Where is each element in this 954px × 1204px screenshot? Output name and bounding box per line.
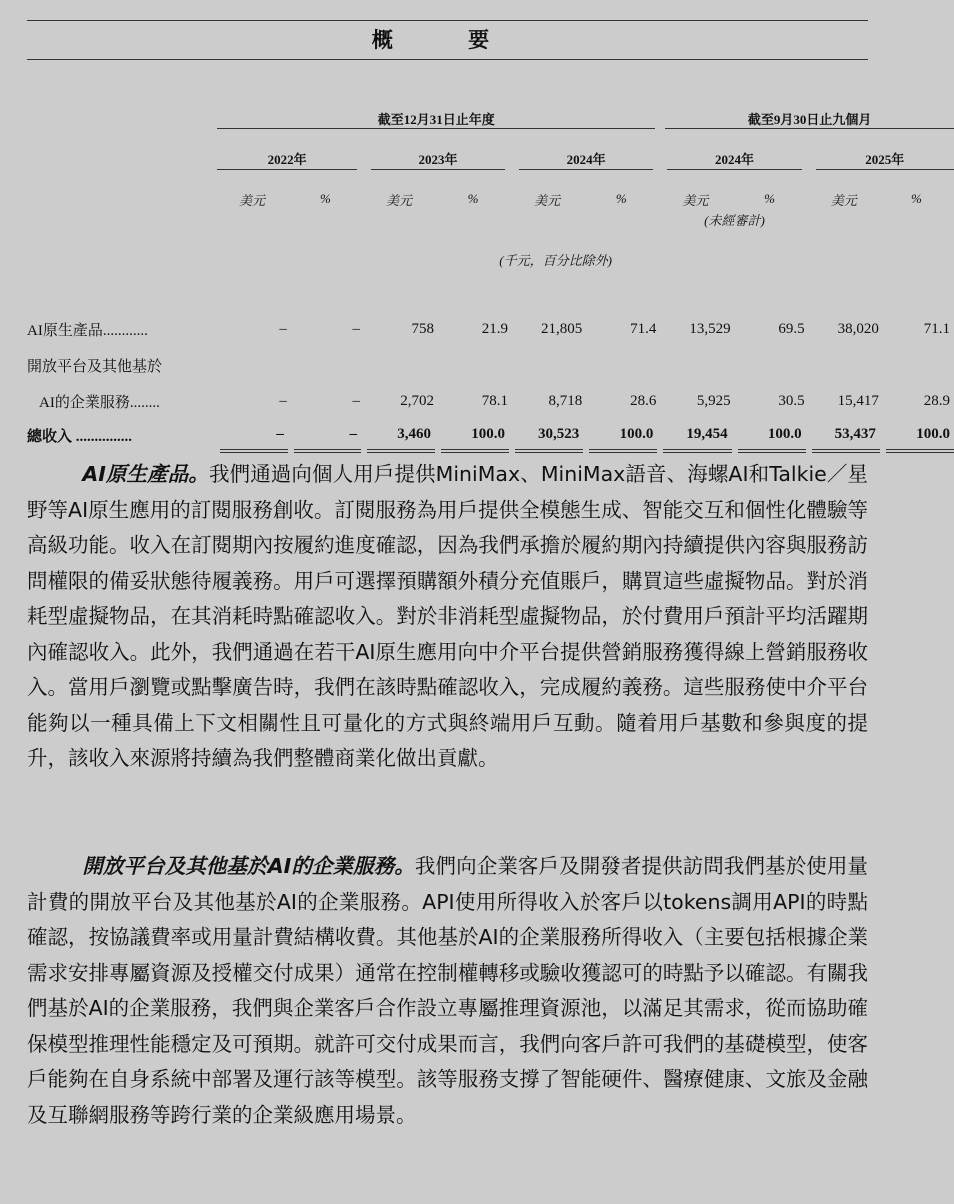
row-label-cont: AI的企業服務........ bbox=[39, 394, 160, 411]
cell: 13,529 bbox=[689, 320, 731, 337]
cell: 100.0 bbox=[883, 419, 954, 451]
cell: – bbox=[291, 419, 364, 451]
revenue-table bbox=[27, 108, 954, 453]
cell: 69.5 bbox=[778, 320, 805, 337]
cell: 28.6 bbox=[630, 392, 657, 409]
period-group-9m: 截至9月30日止九個月 bbox=[660, 108, 954, 129]
unit-pct: % bbox=[319, 191, 331, 206]
title-text: 概 要 bbox=[371, 28, 524, 52]
cell: – bbox=[352, 392, 361, 409]
section-title bbox=[27, 20, 868, 60]
year-header: 2022年 bbox=[217, 149, 364, 170]
cell: 30.5 bbox=[778, 392, 805, 409]
cell: 8,718 bbox=[548, 392, 583, 409]
thousands-note: (千元，百分比除外) bbox=[499, 252, 612, 268]
unit-usd: 美元 bbox=[239, 192, 266, 208]
cell: 758 bbox=[411, 320, 435, 337]
period-group-fy: 截至12月31日止年度 bbox=[217, 108, 660, 129]
paragraph-enterprise-services bbox=[27, 849, 868, 1133]
cell: – bbox=[217, 419, 291, 451]
paragraph-lead: AI原生產品。 bbox=[82, 462, 209, 486]
cell: – bbox=[279, 320, 287, 337]
unaudited-note: (未經審計) bbox=[704, 212, 765, 228]
paragraph-body: 我們通過向個人用戶提供MiniMax、MiniMax語音、海螺AI和Talkie／星野等AI原生應用的訂閱服務創收。訂閱服務為用戶提供全模態生成、智能交互和個性化體驗等高級功能。收入在訂閱期內按履約進度確認，因為我們承擔於履約期內持續提供內容與服務訪問權限的備妥狀態待履義務。用戶可選擇預購額外積分充值賬戶，購買這些虛擬物品。對於消耗型虛擬物品，在其消耗時點確認收入。對於非消耗型虛擬物品，於付費用戶預計平均活躍期內確認收入。此外，我們通過在若干AI原生應用向中介平台提供營銷服務獲得線上營銷服務收入。當用戶瀏覽或點擊廣告時，我們在該時點確認收入，完成履約義務。這些服務使中介平台能夠以一種具備上下文相關性且可量化的方式與終端用戶互動。隨着用戶基數和參與度的提升，該收入來源將持續為我們整體商業化做出貢獻。 bbox=[27, 462, 868, 770]
cell: 19,454 bbox=[660, 419, 734, 451]
cell: 28.9 bbox=[923, 392, 950, 409]
cell: 21.9 bbox=[481, 320, 509, 337]
cell: 78.1 bbox=[481, 392, 509, 409]
unit-pct: % bbox=[764, 191, 775, 206]
year-header: 2024年 bbox=[512, 149, 660, 170]
cell: 5,925 bbox=[696, 392, 731, 409]
paragraph-body: 我們向企業客戶及開發者提供訪問我們基於使用量計費的開放平台及其他基於AI的企業服務。API使用所得收入於客戶以tokens調用API的時點確認，按協議費率或用量計費結構收費。其他基於AI的企業服務所得收入（主要包括根據企業需求安排專屬資源及授權交付成果）通常在控制權轉移或驗收獲認可的時點予以確認。有關我們基於AI的企業服務，我們與企業客戶合作設立專屬推理資源池，以滿足其需求，從而協助確保模型推理性能穩定及可預期。就許可交付成果而言，我們向客戶許可我們的基礎模型，使客戶能夠在自身系統中部署及運行該等模型。該等服務支撐了智能硬件、醫療健康、文旅及金融及互聯網服務等跨行業的企業級應用場景。 bbox=[27, 854, 868, 1127]
cell: 21,805 bbox=[541, 320, 583, 337]
cell: 100.0 bbox=[586, 419, 660, 451]
unit-pct: % bbox=[615, 191, 627, 206]
cell: 2,702 bbox=[400, 392, 435, 409]
table-row bbox=[27, 383, 954, 419]
unit-usd: 美元 bbox=[682, 192, 709, 208]
cell: 15,417 bbox=[837, 392, 879, 409]
unit-pct: % bbox=[467, 191, 479, 206]
cell: 38,020 bbox=[837, 320, 879, 337]
row-label: 開放平台及其他基於 bbox=[27, 358, 163, 375]
unit-pct: % bbox=[910, 191, 922, 206]
cell: 30,523 bbox=[512, 419, 586, 451]
cell: – bbox=[352, 320, 361, 337]
cell: – bbox=[279, 392, 287, 409]
cell: 71.1 bbox=[923, 320, 950, 337]
cell: 100.0 bbox=[438, 419, 512, 451]
row-label: 總收入 ............... bbox=[27, 428, 133, 445]
table-row bbox=[27, 311, 954, 347]
row-label: AI原生產品............ bbox=[27, 322, 148, 339]
year-header: 2023年 bbox=[364, 149, 512, 170]
paragraph-ai-native-products bbox=[27, 457, 868, 777]
table-row-total bbox=[27, 419, 954, 451]
unit-usd: 美元 bbox=[386, 192, 413, 208]
year-header: 2025年 bbox=[809, 149, 954, 170]
cell: 100.0 bbox=[735, 419, 809, 451]
paragraph-lead: 開放平台及其他基於AI的企業服務。 bbox=[82, 854, 415, 878]
cell: 71.4 bbox=[630, 320, 657, 337]
cell: 3,460 bbox=[364, 419, 438, 451]
unit-usd: 美元 bbox=[534, 192, 561, 208]
year-header: 2024年 bbox=[660, 149, 808, 170]
unit-usd: 美元 bbox=[830, 192, 857, 208]
cell: 53,437 bbox=[809, 419, 883, 451]
